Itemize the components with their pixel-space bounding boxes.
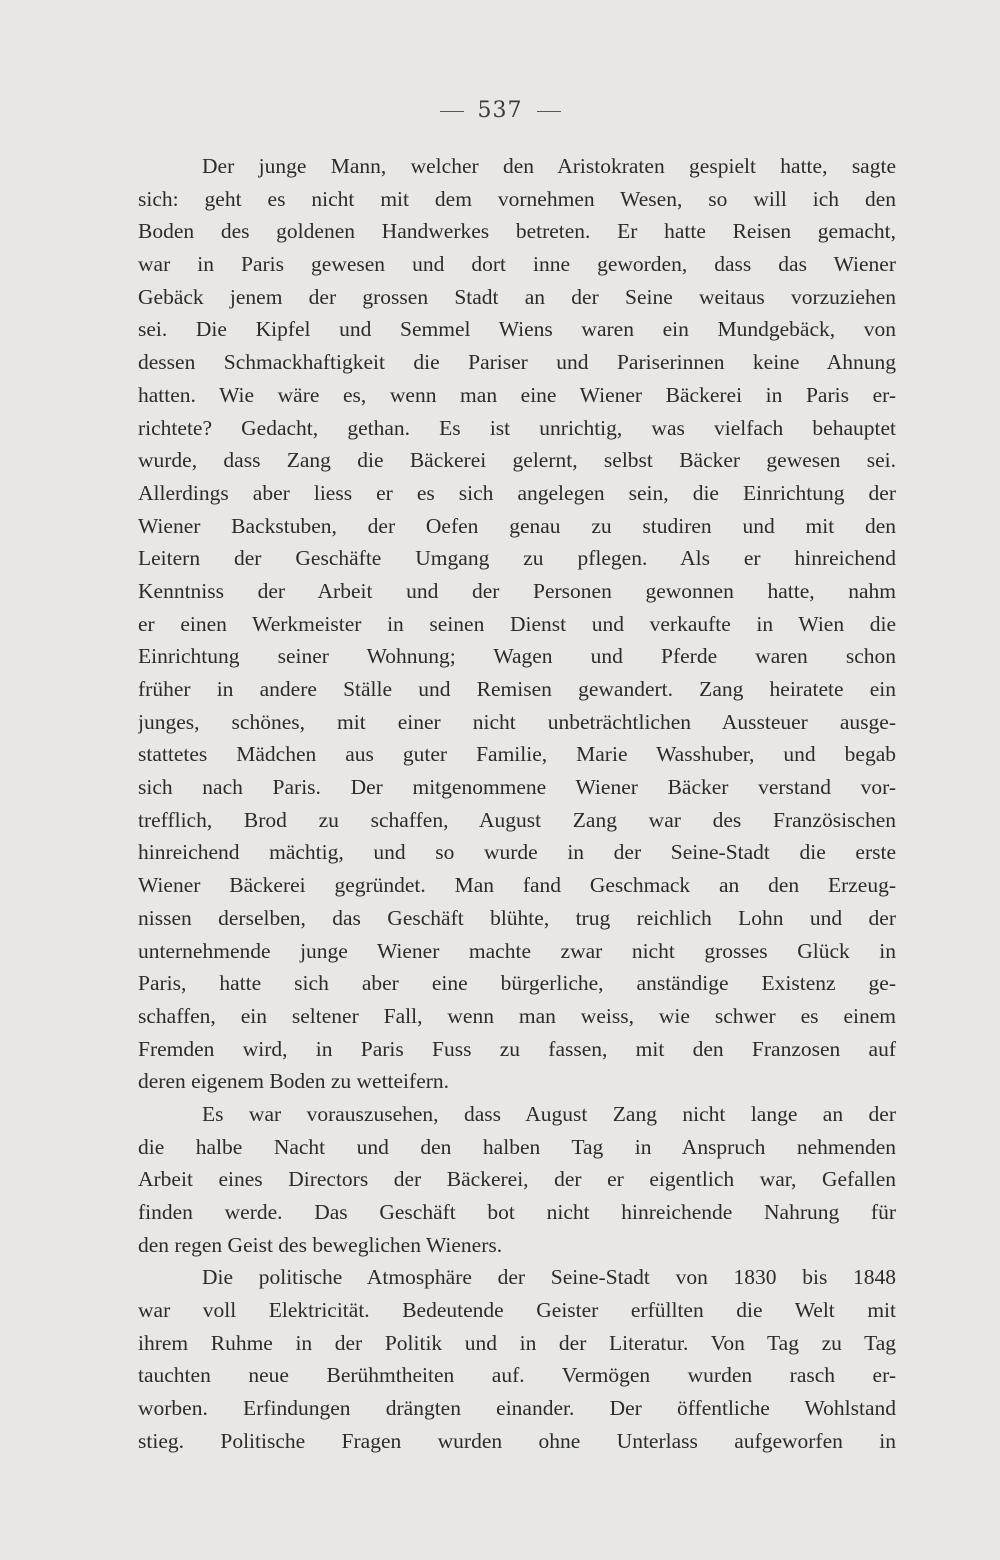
text-line: sei. Die Kipfel und Semmel Wiens waren ein Mundgebäck, von [138, 317, 896, 342]
text-line: Einrichtung seiner Wohnung; Wagen und Pferde waren schon [138, 644, 896, 669]
text-line: er einen Werkmeister in seinen Dienst und verkaufte in Wien die [138, 611, 896, 636]
text-line: finden werde. Das Geschäft bot nicht hinreichende Nahrung für [138, 1200, 896, 1224]
text-line: worben. Erfindungen drängten einander. Der öffentliche Wohlstand [138, 1396, 896, 1421]
text-line: Allerdings aber liess er es sich angelegen sein, die Einrichtung der [138, 480, 896, 505]
text-line: deren eigenem Boden zu wetteifern. [138, 1069, 450, 1094]
text-line: Fremden wird, in Paris Fuss zu fassen, mit den Franzosen auf [138, 1036, 896, 1061]
text-line: stieg. Politische Fragen wurden ohne Unterlass aufgeworfen in [138, 1428, 896, 1453]
text-line: sich: geht es nicht mit dem vornehmen Wesen, so will ich den [138, 186, 896, 211]
text-line: Paris, hatte sich aber eine bürgerliche, anständige Existenz ge- [138, 971, 896, 996]
page-number-dash-left [440, 111, 464, 112]
text-line: war voll Elektricität. Bedeutende Geister erfüllten die Welt mit [138, 1298, 896, 1323]
text-line: den regen Geist des beweglichen Wieners. [138, 1232, 503, 1257]
text-line: Wiener Bäckerei gegründet. Man fand Geschmack an den Erzeug- [138, 873, 896, 898]
text-line: Die politische Atmosphäre der Seine-Stadt von 1830 bis 1848 [202, 1265, 896, 1290]
text-line: Es war vorauszusehen, dass August Zang nicht lange an der [202, 1101, 896, 1126]
text-line: hinreichend mächtig, und so wurde in der Seine-Stadt die erste [138, 840, 896, 865]
text-line: junges, schönes, mit einer nicht unbeträchtlichen Aussteuer ausge- [138, 709, 896, 734]
text-line: schaffen, ein seltener Fall, wenn man weiss, wie schwer es einem [138, 1003, 896, 1028]
text-line: ihrem Ruhme in der Politik und in der Literatur. Von Tag zu Tag [138, 1330, 896, 1355]
text-line: dessen Schmackhaftigkeit die Pariser und Pariserinnen keine Ahnung [138, 350, 896, 375]
text-line: hatten. Wie wäre es, wenn man eine Wiener Bäckerei in Paris er- [138, 382, 896, 407]
page-number-dash-right [537, 111, 561, 112]
text-line: früher in andere Ställe und Remisen gewandert. Zang heiratete ein [138, 677, 896, 701]
body-text [138, 150, 896, 1458]
text-line: tauchten neue Berühmtheiten auf. Vermögen wurden rasch er- [138, 1363, 896, 1388]
text-line: Boden des goldenen Handwerkes betreten. Er hatte Reisen gemacht, [138, 219, 896, 244]
text-line: wurde, dass Zang die Bäckerei gelernt, selbst Bäcker gewesen sei. [138, 448, 896, 473]
text-line: unternehmende junge Wiener machte zwar nicht grosses Glück in [138, 938, 896, 963]
text-line: Arbeit eines Directors der Bäckerei, der er eigentlich war, Gefallen [138, 1167, 896, 1192]
text-line: Kenntniss der Arbeit und der Personen gewonnen hatte, nahm [138, 578, 896, 603]
text-line: die halbe Nacht und den halben Tag in Anspruch nehmenden [138, 1134, 896, 1159]
text-line: Gebäck jenem der grossen Stadt an der Seine weitaus vorzuziehen [138, 284, 896, 309]
text-line: Der junge Mann, welcher den Aristokraten gespielt hatte, sagte [202, 154, 896, 178]
text-line: richtete? Gedacht, gethan. Es ist unrichtig, was vielfach behauptet [138, 415, 896, 440]
text-line: Leitern der Geschäfte Umgang zu pflegen. Als er hinreichend [138, 546, 896, 571]
text-line: war in Paris gewesen und dort inne geworden, dass das Wiener [138, 252, 896, 277]
page-number [0, 98, 1000, 123]
text-line: trefflich, Brod zu schaffen, August Zang war des Französischen [138, 807, 896, 832]
page-number-value: 537 [477, 98, 523, 123]
text-line: sich nach Paris. Der mitgenommene Wiener Bäcker verstand vor- [138, 775, 896, 800]
text-line: nissen derselben, das Geschäft blühte, trug reichlich Lohn und der [138, 905, 896, 930]
text-line: Wiener Backstuben, der Oefen genau zu studiren und mit den [138, 513, 896, 538]
text-line: stattetes Mädchen aus guter Familie, Marie Wasshuber, und begab [138, 742, 896, 767]
